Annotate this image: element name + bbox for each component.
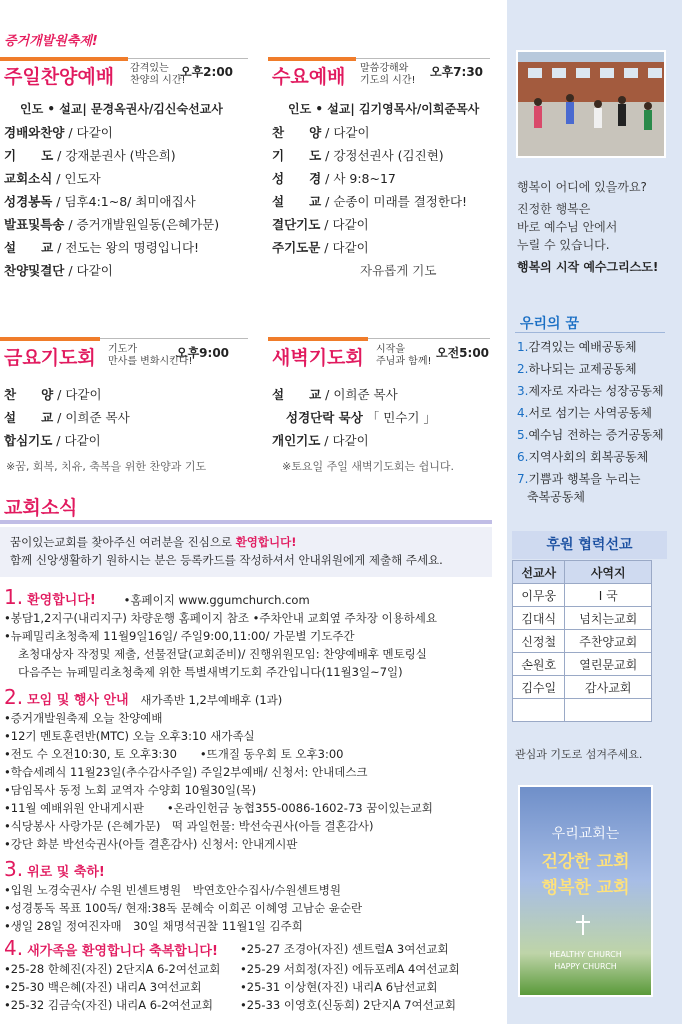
- dream-item: 4.서로 섬기는 사역공동체: [517, 406, 653, 420]
- new-member-item: •25-28 한혜진(자진) 2단지A 6-2여선교회: [4, 962, 221, 976]
- dream-item: 6.지역사회의 회복공동체: [517, 450, 649, 464]
- friday-order: [4, 383, 130, 452]
- dawn-row: 성경단락 묵상 「 민수기 」: [286, 410, 436, 425]
- welcome-line-1: 꿈이있는교회를 찾아주신 여러분을 진심으로 환영합니다!: [10, 535, 297, 549]
- sunday-row: 경배와찬양 / 다같이: [4, 125, 113, 140]
- news-item: •봉담1,2지구(내리지구) 차량운행 홈페이지 참조 •주차안내 교회옆 주차장 이용하세요: [4, 611, 438, 625]
- wednesday-subtitle-2: 기도의 시간!: [360, 75, 416, 86]
- tagline: 증거개발원축제!: [4, 34, 98, 49]
- friday-note: ※꿈, 회복, 치유, 축복을 위한 찬양과 기도: [6, 460, 207, 473]
- section-1-heading: 1. 환영합니다!: [4, 585, 96, 609]
- sunday-row: 발표및특송 / 증거개발원일동(은혜가문): [4, 217, 220, 232]
- sunday-row: 성경봉독 / 딤후4:1~8/ 최미애집사: [4, 194, 196, 209]
- sunday-time: 오후2:00: [180, 65, 234, 79]
- welcome-box: [0, 527, 492, 577]
- table-row: 김수일 감사교회: [513, 676, 652, 699]
- news-item: •전도 수 오전10:30, 토 오후3:30 •뜨개질 동우회 토 오후3:00: [4, 747, 344, 761]
- dream-item: 2.하나되는 교제공동체: [517, 362, 637, 376]
- photo-illustration: [518, 52, 666, 158]
- news-section-3: [4, 857, 504, 935]
- happy-line: 행복이 어디에 있을까요?: [517, 180, 647, 194]
- happy-line: 바로 예수님 안에서: [517, 220, 618, 234]
- new-member-row: [4, 996, 504, 1014]
- new-member-item: •25-30 백은혜(자진) 내리A 3여선교회: [4, 980, 202, 994]
- dawn-bar: [268, 337, 368, 341]
- friday-row: 합심기도 / 다같이: [4, 433, 101, 448]
- new-member-item: •25-29 서희정(자진) 에듀포레A 4여선교회: [240, 962, 460, 976]
- wednesday-row: 결단기도 / 다같이: [272, 217, 369, 232]
- news-item: •식당봉사 사랑가문 (은혜가문) 떡 과일헌물: 박선숙권사(아들 결혼감사): [4, 819, 374, 833]
- poster-english-2: HAPPY CHURCH: [554, 962, 617, 971]
- table-row: 김대식 넘치는교회: [513, 607, 652, 630]
- dawn-order: [272, 383, 436, 452]
- sunday-order: [4, 121, 219, 282]
- dream-item: 7.기쁨과 행복을 누리는: [517, 472, 641, 486]
- poster-line-3: 행복한 교회: [541, 878, 630, 898]
- wednesday-row: 성 경 / 사 9:8~17: [272, 171, 396, 186]
- happy-line: 진정한 행복은: [517, 202, 591, 216]
- news-item: •생일 28일 정여진자매 30일 채명석권찰 11월1일 김주희: [4, 919, 303, 933]
- happiness-text: [517, 178, 658, 276]
- news-section-1: [4, 585, 504, 681]
- table-row: 손원호 열린문교회: [513, 653, 652, 676]
- sunday-row: 교회소식 / 인도자: [4, 171, 101, 186]
- sunday-subtitle-1: 감격있는: [130, 63, 169, 74]
- wednesday-subtitle: [360, 63, 416, 87]
- dawn-note: ※토요일 주일 새벽기도회는 쉽니다.: [282, 460, 454, 473]
- wednesday-line: [356, 58, 490, 59]
- dream-item: 5.예수님 전하는 증거공동체: [517, 428, 664, 442]
- poster-line-1: 우리교회는: [551, 826, 620, 842]
- new-member-row: [4, 960, 504, 978]
- cross-icon-bar: [576, 921, 590, 923]
- wednesday-bar: [268, 57, 356, 61]
- section-4-heading: 4. 새가족을 환영합니다 축복합니다!: [4, 936, 218, 960]
- sunday-row: 기 도 / 강재분권사 (박은희): [4, 148, 176, 163]
- news-item: •11월 예배위원 안내게시판 •온라인헌금 농협355-0086-1602-73 꿈이있는교회: [4, 801, 433, 815]
- sunday-lead: 인도 • 설교| 문경옥권사/김신숙선교사: [20, 102, 223, 116]
- sunday-title: 주일찬양예배: [4, 66, 115, 88]
- news-item: •담임목사 동정 노회 교역자 수양회 10월30일(목): [4, 783, 257, 797]
- news-title: 교회소식: [4, 497, 78, 519]
- news-item: •12기 멘토훈련반(MTC) 오늘 오후3:10 새가족실: [4, 729, 255, 743]
- wednesday-row: 주기도문 / 다같이: [272, 240, 369, 255]
- section-3-heading: 3. 위로 및 축하!: [4, 857, 105, 881]
- news-section-4: [4, 936, 504, 1014]
- sunday-line: [128, 58, 248, 59]
- wednesday-title: 수요예배: [272, 66, 346, 88]
- mission-col-site: 사역지: [565, 561, 652, 584]
- friday-bar: [0, 337, 100, 341]
- friday-title: 금요기도회: [4, 347, 96, 369]
- table-row: 신정철 주찬양교회: [513, 630, 652, 653]
- friday-row: 찬 양 / 다같이: [4, 387, 102, 402]
- dream-divider: [515, 332, 665, 333]
- new-member-item: •25-31 이상현(자진) 내리A 6남선교회: [240, 980, 438, 994]
- wednesday-time: 오후7:30: [430, 65, 484, 79]
- news-item: 초청대상자 작정및 제출, 선물전달(교회준비)/ 진행위원모임: 찬양예배후 멘토링실: [18, 647, 427, 661]
- friday-row: 설 교 / 이희준 목사: [4, 410, 130, 425]
- church-poster: [518, 785, 653, 997]
- sunday-row: 설 교 / 전도는 왕의 명령입니다!: [4, 240, 200, 255]
- news-divider: [0, 520, 492, 524]
- dream-list: [517, 336, 664, 506]
- news-item: •강단 화분 박선숙권사(아들 결혼감사) 신청서: 안내게시판: [4, 837, 298, 851]
- new-member-item: •25-32 김금숙(자진) 내리A 6-2여선교회: [4, 998, 213, 1012]
- sunday-subtitle: [130, 63, 186, 87]
- friday-subtitle-1: 기도가: [108, 344, 137, 355]
- news-item: 다음주는 뉴페밀리초청축제 위한 특별새벽기도회 주간입니다(11월3일~7일): [18, 665, 403, 679]
- news-item: •뉴페밀리초청축제 11월9일16일/ 주일9:00,11:00/ 가문별 기도주간: [4, 629, 355, 643]
- dream-item: 1.감격있는 예배공동체: [517, 340, 637, 354]
- children-jumping-photo: [516, 50, 666, 158]
- wednesday-lead: 인도 • 설교| 김기영목사/이희준목사: [288, 102, 480, 116]
- new-member-item: •25-33 이영호(신동희) 2단지A 7여선교회: [240, 998, 456, 1012]
- wednesday-subtitle-1: 말씀강해와: [360, 63, 409, 74]
- news-item: •학습세례식 11월23일(추수감사주일) 주일2부예배/ 신청서: 안내데스크: [4, 765, 368, 779]
- dawn-subtitle-2: 주님과 함께!: [376, 356, 432, 367]
- homepage-link[interactable]: •홈페이지 www.ggumchurch.com: [123, 593, 310, 607]
- poster-line-2: 건강한 교회: [541, 852, 630, 872]
- wednesday-extra: 자유롭게 기도: [360, 263, 437, 278]
- mission-header-row: [513, 561, 652, 584]
- new-member-item: •25-27 조경아(자진) 센트럴A 3여선교회: [240, 942, 449, 956]
- dawn-title: 새벽기도회: [272, 347, 364, 369]
- table-row: 이무웅 I 국: [513, 584, 652, 607]
- dawn-subtitle-1: 시작을: [376, 344, 405, 355]
- dawn-row: 설 교 / 이희준 목사: [272, 387, 398, 402]
- table-row: [513, 699, 652, 722]
- wednesday-order: [272, 121, 467, 259]
- sunday-bar: [0, 57, 128, 61]
- friday-subtitle-2: 만사를 변화시킨다!: [108, 356, 193, 367]
- new-member-row: [4, 978, 504, 996]
- sunday-subtitle-2: 찬양의 시간!: [130, 75, 186, 86]
- dream-item: 3.제자로 자라는 성장공동체: [517, 384, 664, 398]
- dawn-line: [368, 338, 490, 339]
- news-item: •증거개발원축제 오늘 찬양예배: [4, 711, 163, 725]
- dream-item: 축복공동체: [527, 490, 585, 504]
- dawn-subtitle: [376, 344, 432, 368]
- section-2-heading: 2. 모임 및 행사 안내: [4, 685, 129, 709]
- dawn-row: 개인기도 / 다같이: [272, 433, 369, 448]
- wednesday-row: 찬 양 / 다같이: [272, 125, 370, 140]
- welcome-line-2: 함께 신앙생활하기 원하시는 분은 등록카드를 작성하셔서 안내위원에게 제출해 주세요.: [10, 553, 443, 567]
- mission-table: [512, 560, 652, 722]
- sunday-row: 찬양및결단 / 다같이: [4, 263, 113, 278]
- happy-line: 누릴 수 있습니다.: [517, 238, 610, 252]
- section-2-extra: 새가족반 1,2부예배후 (1과): [140, 693, 283, 707]
- news-item: •성경통독 목표 100독/ 현재:38독 문혜숙 이희곤 이혜영 고남순 윤순란: [4, 901, 363, 915]
- dream-title: 우리의 꿈: [520, 316, 579, 332]
- happy-highlight: 행복의 시작 예수그리스도!: [517, 260, 659, 274]
- mission-col-missionary: 선교사: [513, 561, 565, 584]
- mission-title: 후원 협력선교: [512, 531, 667, 559]
- prayer-note: 관심과 기도로 섬겨주세요.: [515, 748, 643, 761]
- friday-line: [100, 338, 248, 339]
- dawn-time: 오전5:00: [436, 346, 490, 360]
- poster-english-1: HEALTHY CHURCH: [549, 950, 622, 959]
- news-section-2: [4, 685, 504, 853]
- wednesday-row: 설 교 / 순종이 미래를 결정한다!: [272, 194, 468, 209]
- news-item: •입원 노경숙권사/ 수원 빈센트병원 박연호안수집사/수원센트병원: [4, 883, 341, 897]
- cross-icon: [582, 915, 584, 935]
- wednesday-row: 기 도 / 강정선권사 (김진현): [272, 148, 444, 163]
- friday-time: 오후9:00: [176, 346, 230, 360]
